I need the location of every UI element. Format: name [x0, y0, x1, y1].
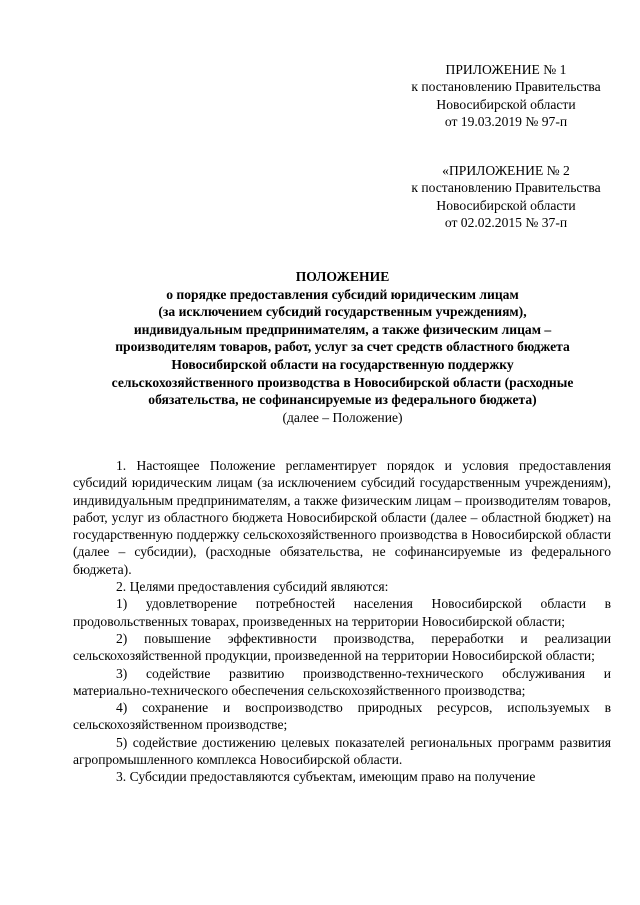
- appendix-2-line2: к постановлению Правительства: [411, 180, 601, 196]
- title-line: (за исключением субсидий государственным учреждениям),: [158, 304, 527, 320]
- appendix-2-line3: Новосибирской области: [436, 197, 576, 213]
- paragraph-1: 1. Настоящее Положение регламентирует порядок и условия предоставления субсидий юридическим лицам (за исключением субсидий государственным учреждениям), индивидуальным предпринимателям, а также физическим лицам – производителям товаров, работ, услуг из областного бюджета Новосибирской области (далее – областной бюджет) на государственную поддержку сельскохозяйственного производства в Новосибирской области (далее – субсидии), (расходные обязательства, не софинансируемые из федерального бюджета).: [73, 458, 611, 577]
- list-item-3: 3) содействие развитию производственно-технического обслуживания и материально-технического обеспечения сельскохозяйственного производства;: [73, 665, 611, 698]
- title-line: производителям товаров, работ, услуг за счет средств областного бюджета: [115, 339, 570, 355]
- appendix-1-date: от 19.03.2019 № 97-п: [444, 114, 568, 130]
- appendix-1-line3: Новосибирской области: [436, 96, 576, 112]
- paragraph-3: 3. Субсидии предоставляются субъектам, имеющим право на получение: [116, 769, 536, 785]
- list-item-5: 5) содействие достижению целевых показателей региональных программ развития агропромышленного комплекса Новосибирской области.: [73, 734, 611, 768]
- appendix-1-title: ПРИЛОЖЕНИЕ № 1: [445, 62, 567, 77]
- list-item-2: 2) повышение эффективности производства, переработки и реализации сельскохозяйственной продукции, произведенной на территории Новосибирской области;: [73, 630, 611, 664]
- appendix-1-header: [386, 61, 626, 131]
- appendix-1-line2: к постановлению Правительства: [411, 79, 601, 95]
- list-item-1: 1) удовлетворение потребностей населения Новосибирской области в продовольственных товарах, произведенных на территории Новосибирской области;: [73, 596, 611, 629]
- document-subtitle: (далее – Положение): [282, 409, 403, 425]
- document-title-block: [70, 268, 615, 426]
- document-heading: ПОЛОЖЕНИЕ: [295, 269, 390, 284]
- paragraph-2: 2. Целями предоставления субсидий являются:: [116, 579, 389, 595]
- title-line: обязательства, не софинансируемые из федерального бюджета): [148, 392, 537, 408]
- title-line: индивидуальным предпринимателям, а также физическим лицам –: [133, 321, 552, 337]
- document-body: [73, 457, 611, 786]
- appendix-2-date: от 02.02.2015 № 37-п: [444, 215, 568, 231]
- list-item-4: 4) сохранение и воспроизводство природных ресурсов, используемых в сельскохозяйственном производстве;: [73, 700, 611, 733]
- appendix-2-header: [386, 162, 626, 232]
- title-line: сельскохозяйственного производства в Новосибирской области (расходные: [111, 374, 574, 390]
- title-line: о порядке предоставления субсидий юридическим лицам: [166, 286, 519, 302]
- title-line: Новосибирской области на государственную поддержку: [171, 356, 514, 372]
- appendix-2-title: «ПРИЛОЖЕНИЕ № 2: [442, 163, 570, 178]
